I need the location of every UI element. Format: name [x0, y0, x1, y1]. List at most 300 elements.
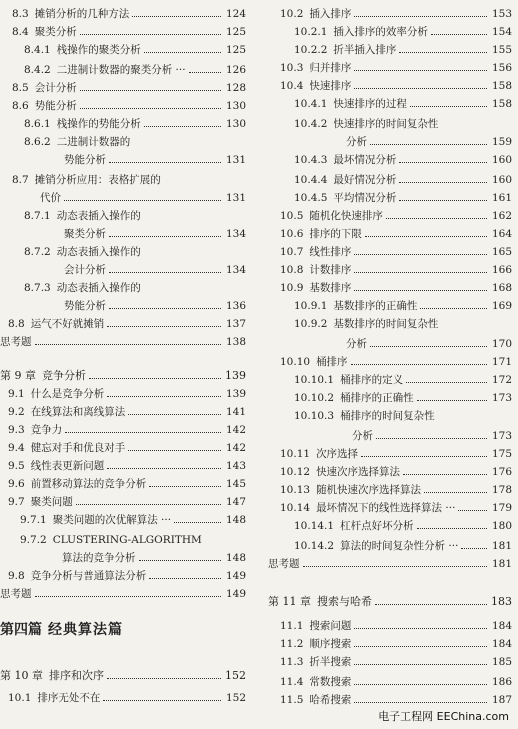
toc-page-number: 143	[225, 460, 246, 472]
dot-leader	[132, 16, 221, 17]
toc-entry-title: 势能分析	[64, 154, 106, 166]
dot-leader	[354, 290, 487, 291]
toc-entry-number: 9.6	[8, 478, 25, 490]
toc-entry-title: 势能分析	[34, 100, 77, 112]
toc-entry-title: 计数排序	[309, 264, 352, 276]
toc-entry	[24, 44, 246, 56]
toc-entry-title: 栈操作的聚类分析	[56, 44, 141, 56]
dot-leader	[403, 474, 487, 475]
toc-entry	[12, 8, 246, 20]
toc-entry	[280, 484, 512, 496]
toc-entry	[20, 534, 246, 546]
dot-leader	[128, 414, 221, 415]
toc-entry-title: 桶排序的时间复杂性	[340, 410, 435, 422]
toc-entry	[346, 136, 512, 148]
toc-entry-number: 9.4	[8, 442, 25, 454]
toc-entry	[294, 318, 512, 330]
toc-entry	[280, 282, 512, 294]
toc-page-number: 152	[225, 692, 246, 704]
toc-page-number: 149	[225, 588, 246, 600]
toc-entry-title: 前置移动算法的竞争分析	[30, 478, 147, 490]
toc-entry-number: 9.7	[8, 496, 25, 508]
toc-entry-number: 11.4	[280, 676, 304, 688]
toc-page-number: 183	[491, 595, 512, 608]
dot-leader	[189, 72, 221, 73]
toc-chapter-entry	[0, 670, 246, 682]
dot-leader	[370, 346, 487, 347]
toc-entry-title: 栈操作的势能分析	[56, 118, 141, 130]
dot-leader	[107, 678, 221, 679]
toc-entry-number: 10.4.3	[294, 154, 328, 166]
dot-leader	[149, 578, 221, 579]
toc-entry	[8, 424, 246, 436]
toc-entry-title: 分析	[346, 136, 367, 148]
dot-leader	[139, 560, 222, 561]
toc-page-number: 149	[225, 570, 246, 582]
toc-entry	[294, 374, 512, 386]
dot-leader	[144, 52, 221, 53]
toc-part-heading	[0, 624, 246, 636]
toc-entry-title: 思考题	[268, 558, 300, 570]
toc-entry-number: 8.7	[12, 174, 29, 186]
toc-entry-number: 第 10 章	[0, 669, 43, 682]
toc-entry	[0, 588, 246, 600]
toc-entry-number: 11.5	[280, 694, 304, 706]
toc-entry	[8, 442, 246, 454]
toc-entry-title: 什么是竞争分析	[30, 388, 105, 400]
toc-page-number: 165	[491, 246, 512, 258]
dot-leader	[458, 510, 487, 511]
toc-entry	[294, 300, 512, 312]
toc-entry-number: 10.9	[280, 282, 304, 294]
site-watermark: 电子工程网 EEChina.com	[375, 707, 512, 725]
toc-entry-title: 折半插入排序	[333, 44, 397, 56]
toc-entry	[294, 192, 512, 204]
toc-page-number: 187	[491, 694, 512, 706]
toc-page-number: 168	[491, 282, 512, 294]
toc-page-number: 161	[491, 192, 512, 204]
dot-leader	[144, 126, 221, 127]
dot-leader	[64, 200, 221, 201]
toc-page-number: 154	[491, 26, 512, 38]
toc-entry-number: 10.5	[280, 210, 304, 222]
toc-page-number: 175	[491, 448, 512, 460]
toc-entry	[280, 210, 512, 222]
toc-entry-number: 8.4	[12, 26, 29, 38]
toc-entry	[294, 174, 512, 186]
dot-leader	[354, 646, 487, 647]
toc-entry	[294, 392, 512, 404]
toc-entry	[24, 118, 246, 130]
dot-leader	[303, 566, 488, 567]
toc-entry	[8, 388, 246, 400]
toc-entry	[12, 174, 246, 186]
toc-entry-number: 11.1	[280, 620, 304, 632]
toc-entry-title: 排序和次序	[49, 669, 104, 682]
toc-entry-title: 思考题	[0, 588, 32, 600]
toc-entry-title: 折半搜索	[309, 656, 352, 668]
toc-entry	[64, 300, 246, 312]
toc-entry-title: 快速排序的时间复杂性	[333, 118, 439, 130]
toc-entry	[294, 154, 512, 166]
toc-entry	[280, 466, 512, 478]
toc-entry-number: 10.10.3	[294, 410, 335, 422]
toc-entry-title: 在线算法和离线算法	[30, 406, 126, 418]
toc-entry-number: 8.6.2	[24, 136, 51, 148]
toc-page-number: 130	[225, 118, 246, 130]
toc-page-number: 125	[225, 26, 246, 38]
toc-entry-number: 10.10.1	[294, 374, 335, 386]
toc-entry-title: 健忘对手和优良对手	[30, 442, 126, 454]
toc-entry-title: 会计分析	[64, 264, 106, 276]
toc-page-number: 176	[491, 466, 512, 478]
toc-page-number: 126	[225, 64, 246, 76]
toc-entry-title: 插入排序	[309, 8, 352, 20]
toc-entry-title: 基数排序的时间复杂性	[333, 318, 439, 330]
dot-leader	[103, 700, 221, 701]
toc-entry-number: 9.2	[8, 406, 25, 418]
toc-entry-number: 10.4.2	[294, 118, 328, 130]
toc-entry-number: 10.14.2	[294, 540, 335, 552]
dot-leader	[354, 684, 487, 685]
toc-entry-title: 代价	[40, 192, 61, 204]
dot-leader	[80, 90, 221, 91]
toc-entry-number: 8.6	[12, 100, 29, 112]
toc-entry	[294, 98, 512, 110]
toc-entry-number: 10.12	[280, 466, 311, 478]
toc-entry-title: 最坏情况分析	[333, 154, 397, 166]
toc-entry-number: 9.3	[8, 424, 25, 436]
toc-entry	[294, 540, 512, 552]
dot-leader	[461, 548, 487, 549]
toc-entry-title: 算法的竞争分析	[62, 552, 136, 564]
toc-page-number: 186	[491, 676, 512, 688]
toc-entry-number: 10.14.1	[294, 520, 335, 532]
dot-leader	[410, 106, 487, 107]
dot-leader	[354, 16, 487, 17]
toc-entry-title: 搜索与哈希	[317, 595, 372, 608]
toc-page-number: 131	[225, 154, 246, 166]
toc-page-number: 142	[225, 442, 246, 454]
toc-page-number: 178	[491, 484, 512, 496]
toc-page-number: 172	[491, 374, 512, 386]
toc-entry-number: 10.4	[280, 80, 304, 92]
toc-entry-number: 10.4.5	[294, 192, 328, 204]
dot-leader	[399, 200, 487, 201]
toc-entry-title: 桶排序的正确性	[340, 392, 414, 404]
toc-entry	[8, 570, 246, 582]
toc-page-number: 155	[491, 44, 512, 56]
toc-entry	[8, 496, 246, 508]
toc-page-number: 169	[491, 300, 512, 312]
dot-leader	[107, 468, 221, 469]
toc-entry-title: 平均情况分析	[333, 192, 397, 204]
toc-page-number: 128	[225, 82, 246, 94]
dot-leader	[354, 272, 487, 273]
toc-entry	[12, 82, 246, 94]
toc-entry	[280, 694, 512, 706]
toc-entry-title: 哈希搜索	[309, 694, 352, 706]
toc-entry	[280, 620, 512, 632]
toc-entry	[280, 356, 512, 368]
toc-entry	[280, 8, 512, 20]
toc-entry-title: 线性排序	[309, 246, 352, 258]
toc-page-number: 171	[491, 356, 512, 368]
toc-page-number: 160	[491, 154, 512, 166]
dot-leader	[424, 492, 487, 493]
toc-page-number: 152	[225, 669, 246, 682]
dot-leader	[399, 182, 487, 183]
toc-entry-title: 运气不好就摊销	[30, 318, 105, 330]
toc-entry-title: 竞争分析	[42, 369, 86, 382]
toc-entry	[62, 552, 246, 564]
dot-leader	[35, 596, 222, 597]
dot-leader	[109, 236, 221, 237]
dot-leader	[354, 254, 487, 255]
toc-entry	[24, 282, 246, 294]
toc-entry-title: 排序无处不在	[37, 692, 101, 704]
toc-entry	[8, 692, 246, 704]
dot-leader	[128, 450, 221, 451]
toc-entry	[280, 246, 512, 258]
toc-entry	[352, 430, 512, 442]
dot-leader	[80, 108, 221, 109]
toc-entry-title: 竞争分析与普通算法分析	[30, 570, 147, 582]
dot-leader	[376, 438, 487, 439]
toc-entry-number: 8.8	[8, 318, 25, 330]
dot-leader	[370, 144, 487, 145]
toc-page-number: 148	[225, 514, 246, 526]
dot-leader	[107, 396, 221, 397]
toc-page-number: 181	[491, 540, 512, 552]
toc-entry-title: 搜索问题	[309, 620, 352, 632]
dot-leader	[431, 34, 487, 35]
toc-entry-title: 随机化快速排序	[309, 210, 383, 222]
toc-page-number: 141	[225, 406, 246, 418]
toc-entry-title: 动态表插入操作的	[56, 282, 141, 294]
toc-page-number: 181	[491, 558, 512, 570]
toc-entry-number: 10.4.4	[294, 174, 328, 186]
dot-leader	[65, 432, 221, 433]
toc-entry-title: 桶排序的定义	[340, 374, 404, 386]
toc-entry	[346, 338, 512, 350]
toc-entry-title: 聚类问题的次优解算法 ···	[52, 514, 172, 526]
toc-entry-number: 9.1	[8, 388, 25, 400]
toc-entry-number: 10.6	[280, 228, 304, 240]
toc-page-number: 166	[491, 264, 512, 276]
toc-entry-number: 8.3	[12, 8, 29, 20]
toc-entry-title: 快速排序	[309, 80, 352, 92]
toc-entry	[8, 460, 246, 472]
dot-leader	[109, 308, 221, 309]
toc-entry-number: 8.5	[12, 82, 29, 94]
toc-page-number: 147	[225, 496, 246, 508]
toc-page-number: 131	[225, 192, 246, 204]
toc-page-number: 185	[491, 656, 512, 668]
toc-entry	[280, 656, 512, 668]
toc-entry	[8, 318, 246, 330]
toc-page-number: 137	[225, 318, 246, 330]
toc-entry	[24, 210, 246, 222]
toc-entry-title: 线性表更新问题	[30, 460, 105, 472]
toc-page-number: 179	[491, 502, 512, 514]
dot-leader	[365, 236, 487, 237]
toc-entry-number: 10.1	[8, 692, 32, 704]
toc-entry	[280, 676, 512, 688]
toc-entry-title: 动态表插入操作的	[56, 210, 141, 222]
dot-leader	[375, 604, 487, 605]
toc-entry-number: 8.4.1	[24, 44, 51, 56]
toc-entry-number: 9.8	[8, 570, 25, 582]
toc-entry-number: 9.7.2	[20, 534, 47, 546]
toc-entry	[294, 26, 512, 38]
toc-entry-title: 杠杆点好坏分析	[340, 520, 414, 532]
dot-leader	[399, 52, 487, 53]
toc-entry-number: 11.3	[280, 656, 304, 668]
toc-entry	[12, 26, 246, 38]
dot-leader	[361, 456, 487, 457]
toc-entry-number: 10.8	[280, 264, 304, 276]
toc-page-number: 173	[491, 392, 512, 404]
toc-entry-title: 会计分析	[34, 82, 77, 94]
toc-page-number: 164	[491, 228, 512, 240]
toc-entry	[294, 118, 512, 130]
toc-entry-title: 聚类分析	[34, 26, 77, 38]
toc-page-number: 184	[491, 638, 512, 650]
toc-entry-title: 基数排序的正确性	[333, 300, 418, 312]
toc-entry-title: 动态表插入操作的	[56, 246, 141, 258]
toc-entry-number: 第 11 章	[268, 595, 311, 608]
toc-entry-title: 二进制计数器的	[56, 136, 131, 148]
toc-entry-number: 10.13	[280, 484, 311, 496]
dot-leader	[406, 382, 487, 383]
toc-entry-title: 最坏情况下的线性选择算法 ···	[316, 502, 456, 514]
dot-leader	[386, 218, 487, 219]
toc-page-number: 173	[491, 430, 512, 442]
toc-entry	[20, 514, 246, 526]
toc-page-number: 156	[491, 62, 512, 74]
toc-entry	[24, 64, 246, 76]
toc-entry-number: 8.7.2	[24, 246, 51, 258]
dot-leader	[351, 364, 487, 365]
toc-entry	[280, 448, 512, 460]
toc-entry-number: 8.7.1	[24, 210, 51, 222]
toc-page-number: 134	[225, 228, 246, 240]
toc-entry-title: 排序的下限	[309, 228, 362, 240]
toc-entry-number: 10.14	[280, 502, 311, 514]
dot-leader	[420, 308, 487, 309]
toc-page-number: 139	[225, 388, 246, 400]
toc-entry	[64, 154, 246, 166]
toc-entry-title: 聚类分析	[64, 228, 106, 240]
toc-entry-number: 9.7.1	[20, 514, 47, 526]
dot-leader	[107, 326, 221, 327]
toc-chapter-entry	[268, 596, 512, 608]
dot-leader	[399, 162, 487, 163]
toc-entry	[294, 520, 512, 532]
toc-entry-title: 聚类问题	[30, 496, 73, 508]
toc-entry-title: 插入排序的效率分析	[333, 26, 428, 38]
toc-page-number: 139	[225, 369, 246, 382]
toc-entry-title: 顺序搜索	[309, 638, 352, 650]
toc-entry	[0, 336, 246, 348]
toc-entry-title: 二进制计数器的聚类分析 ···	[56, 64, 186, 76]
toc-entry-number: 第 9 章	[0, 369, 36, 382]
toc-entry-number: 10.2	[280, 8, 304, 20]
dot-leader	[354, 702, 487, 703]
toc-entry-number: 10.4.1	[294, 98, 328, 110]
toc-page-number: 153	[491, 8, 512, 20]
toc-entry-number: 8.7.3	[24, 282, 51, 294]
toc-entry	[280, 638, 512, 650]
toc-entry-title: 最好情况分析	[333, 174, 397, 186]
toc-entry	[294, 410, 512, 422]
toc-page-number: 180	[491, 520, 512, 532]
toc-entry	[24, 136, 246, 148]
toc-page-number: 159	[491, 136, 512, 148]
dot-leader	[89, 378, 221, 379]
toc-entry-title: 桶排序	[316, 356, 348, 368]
toc-page-number: 142	[225, 424, 246, 436]
toc-entry	[280, 80, 512, 92]
toc-entry	[8, 478, 246, 490]
toc-entry-title: CLUSTERING-ALGORITHM	[52, 534, 202, 546]
toc-entry-number: 第四篇	[0, 622, 42, 638]
toc-entry-title: 摊销分析应用：表格扩展的	[34, 174, 161, 186]
toc-entry-number: 10.11	[280, 448, 311, 460]
toc-page-number: 138	[225, 336, 246, 348]
toc-entry-title: 常数搜索	[309, 676, 352, 688]
toc-entry-number: 10.3	[280, 62, 304, 74]
toc-entry-number: 11.2	[280, 638, 304, 650]
toc-entry	[64, 228, 246, 240]
toc-entry-title: 势能分析	[64, 300, 106, 312]
toc-entry	[64, 264, 246, 276]
toc-entry-number: 8.4.2	[24, 64, 51, 76]
toc-entry-title: 经典算法篇	[48, 622, 123, 638]
toc-page-number: 148	[225, 552, 246, 564]
toc-entry-title: 分析	[346, 338, 367, 350]
dot-leader	[417, 400, 487, 401]
toc-page-number: 158	[491, 80, 512, 92]
toc-entry-title: 算法的时间复杂性分析 ···	[340, 540, 459, 552]
toc-page-number: 124	[225, 8, 246, 20]
toc-entry-number: 8.6.1	[24, 118, 51, 130]
toc-entry-title: 快速次序选择算法	[316, 466, 401, 478]
dot-leader	[80, 34, 221, 35]
dot-leader	[354, 628, 487, 629]
toc-entry-title: 摊销分析的几种方法	[34, 8, 130, 20]
toc-page-number: 130	[225, 100, 246, 112]
toc-entry	[24, 246, 246, 258]
dot-leader	[109, 272, 221, 273]
toc-entry	[280, 62, 512, 74]
toc-entry-number: 9.5	[8, 460, 25, 472]
toc-entry-number: 10.10.2	[294, 392, 335, 404]
toc-entry-title: 快速排序的过程	[333, 98, 407, 110]
dot-leader	[76, 504, 221, 505]
dot-leader	[35, 344, 222, 345]
toc-entry	[12, 100, 246, 112]
toc-entry-title: 归并排序	[309, 62, 352, 74]
toc-page-number: 125	[225, 44, 246, 56]
toc-page-number: 160	[491, 174, 512, 186]
dot-leader	[417, 528, 487, 529]
toc-entry-title: 随机快速次序选择算法	[316, 484, 422, 496]
toc-entry-number: 10.9.2	[294, 318, 328, 330]
toc-page-number: 134	[225, 264, 246, 276]
toc-page-number: 184	[491, 620, 512, 632]
